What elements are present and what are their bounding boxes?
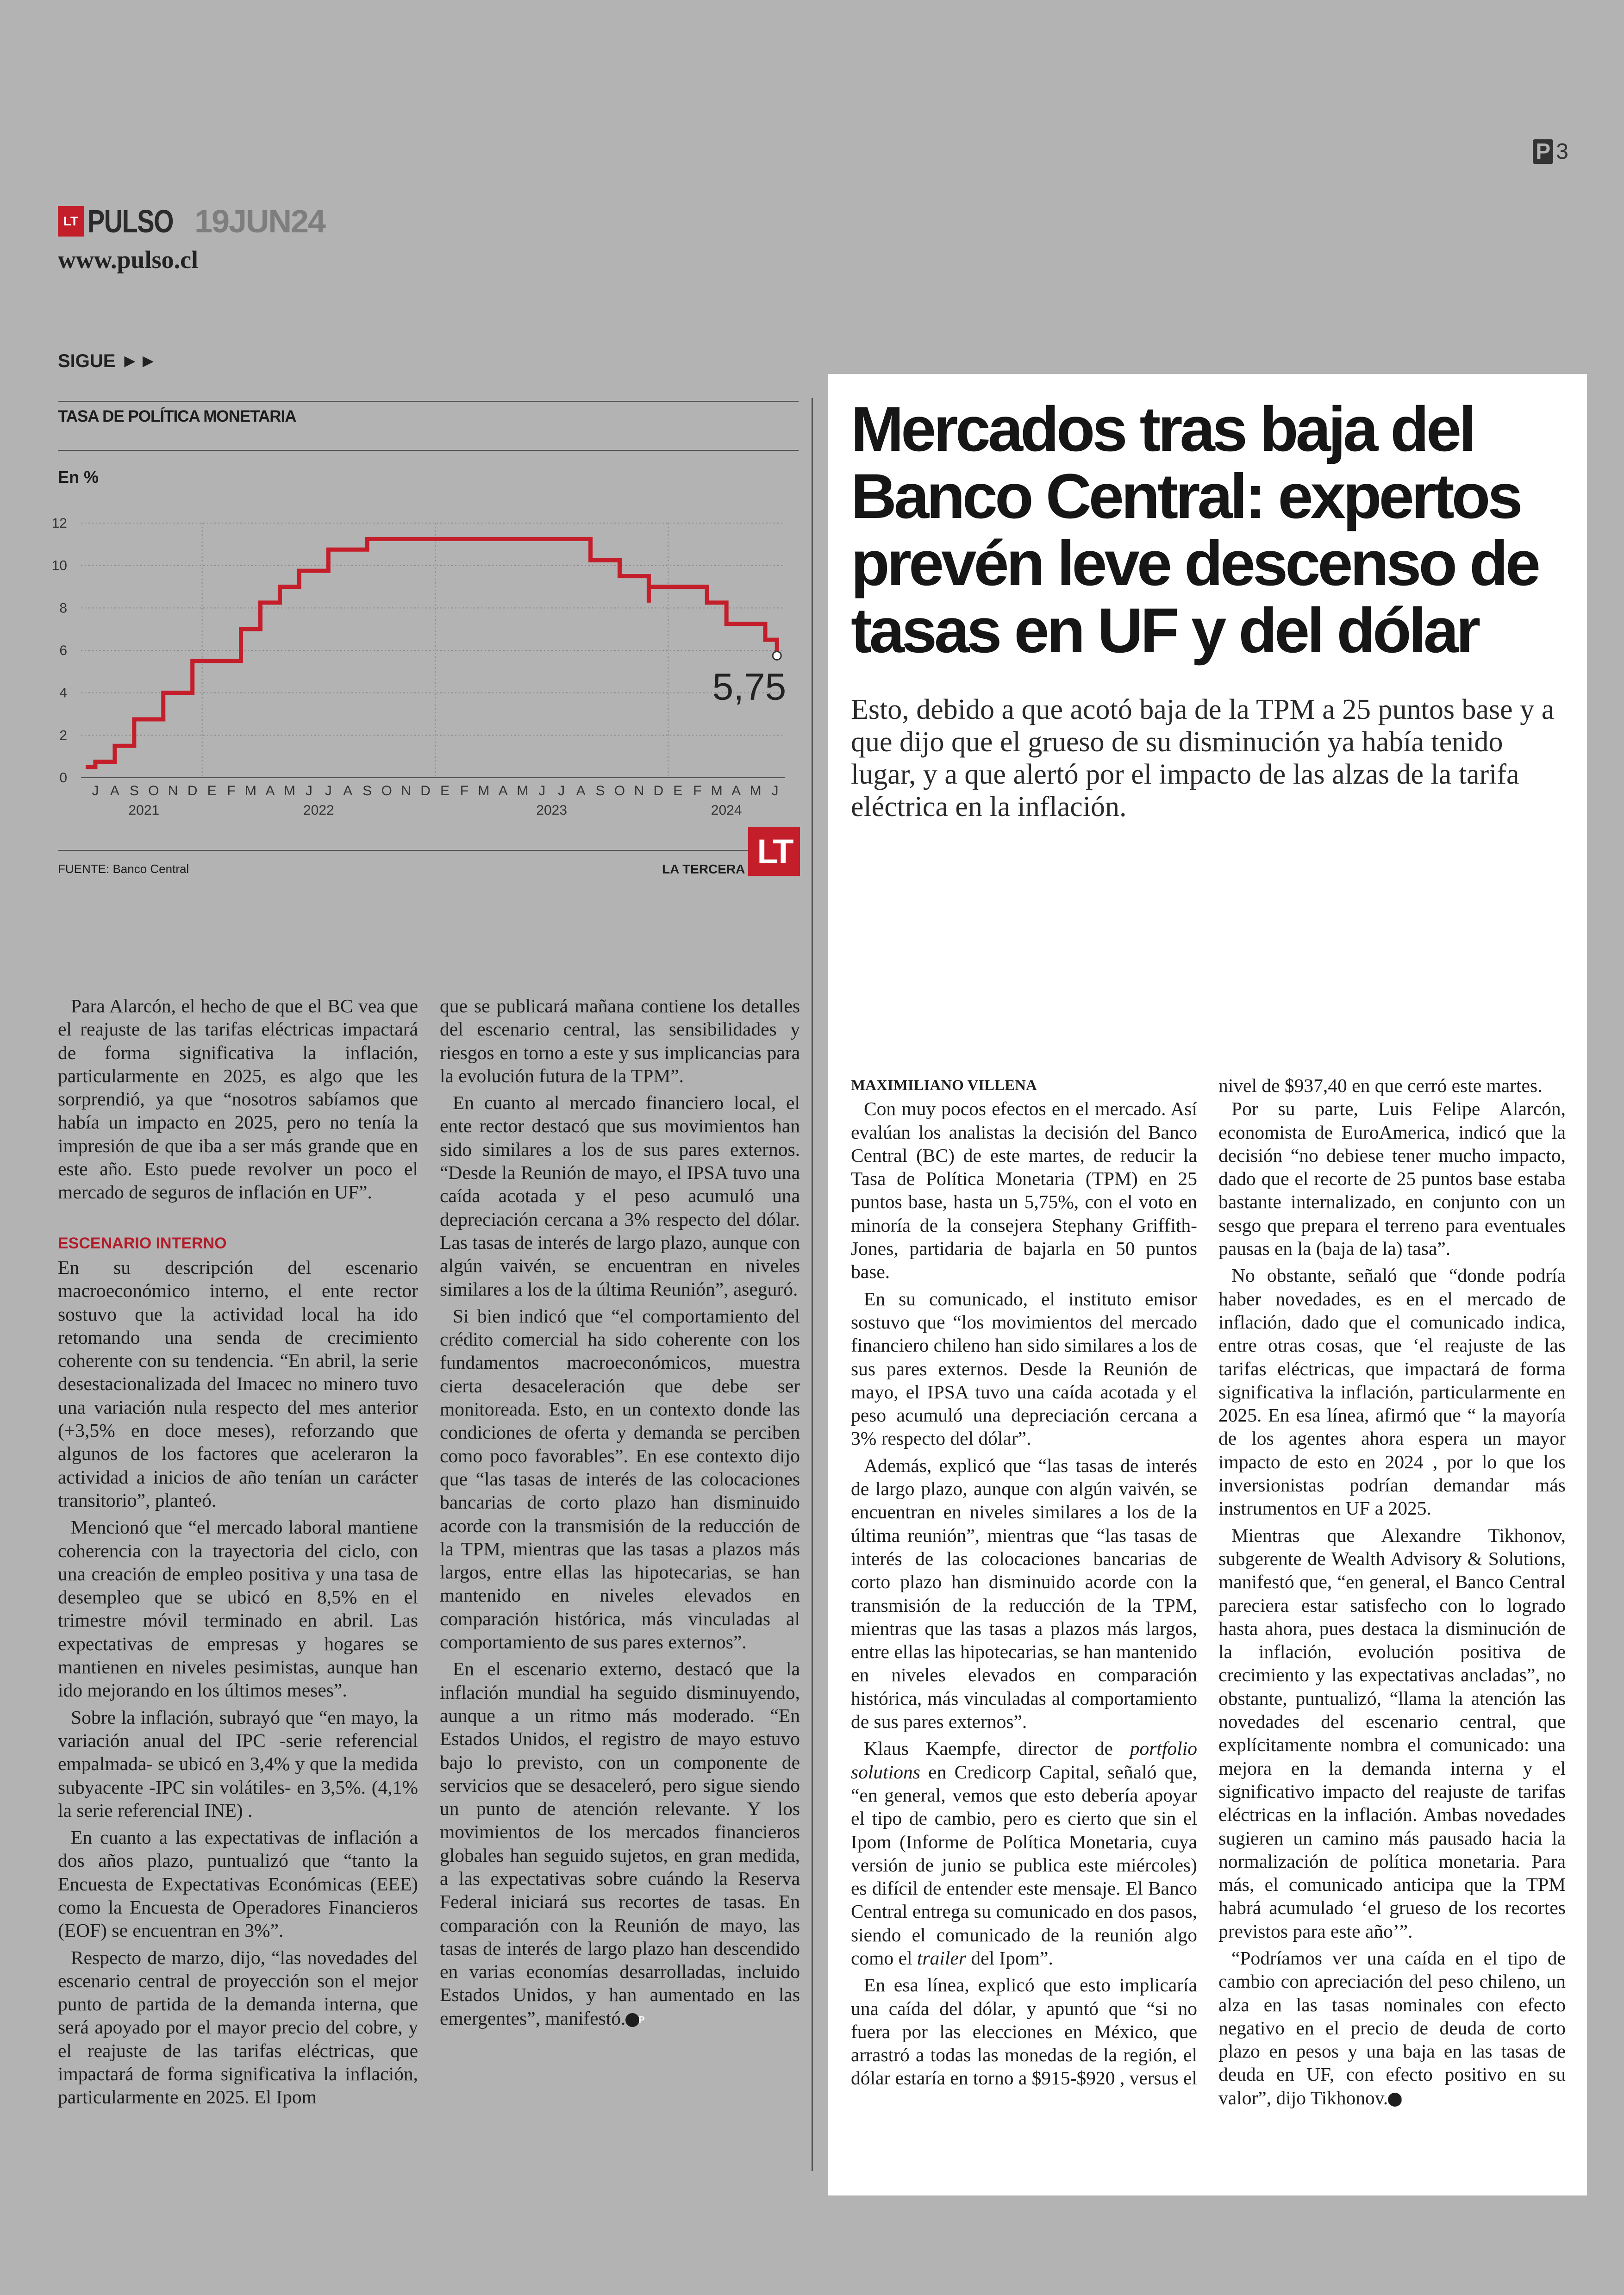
- paragraph: [1218, 1946, 1566, 2109]
- deck-summary: Esto, debido a que acotó baja de la TPM a 25 puntos base y a que dijo que el grueso de su disminución ya había tenido lugar, y a que alertó por el impacto de las alzas de la tarifa eléctrica en la inflación.: [851, 694, 1555, 823]
- tpm-line-chart: [46, 500, 806, 824]
- chart-y-label: En %: [58, 468, 99, 486]
- year-label: 2022: [303, 803, 334, 818]
- x-tick-label: M: [283, 783, 295, 798]
- x-tick-label: A: [343, 783, 353, 798]
- paragraph: Si bien indicó que “el comportamiento del crédito comercial ha sido coherente con los fundamentos macroeconómicos, muestra cierta desaceleración que debe ser monitoreada. Esto, en un contexto donde las condiciones de oferta y demanda se perciben como poco favorables”. En ese contexto dijo que “las tasas de interés de las colocaciones bancarias de corto plazo han disminuido acorde con la transmisión de la reducción de la TPM, mientras que las tasas a plazos más largos, entre ellas las hipotecarias, se han mantenido en niveles elevados en comparación histórica, más vinculadas al comportamiento de sus pares externos”.: [440, 1305, 800, 1653]
- x-tick-label: F: [693, 783, 702, 798]
- x-tick-label: A: [498, 783, 508, 798]
- chart-top-rule: [58, 401, 799, 402]
- x-tick-label: S: [129, 783, 139, 798]
- paragraph-text: Klaus Kaempfe, director de: [864, 1738, 1130, 1759]
- chart-source: FUENTE: Banco Central: [58, 862, 189, 876]
- x-tick-label: A: [265, 783, 275, 798]
- y-tick-label: 2: [59, 728, 67, 743]
- x-tick-label: N: [401, 783, 411, 798]
- page-marker: P: [1533, 139, 1553, 164]
- page-number-value: 3: [1556, 139, 1568, 164]
- paragraph: En cuanto al mercado financiero local, el ente rector destacó que sus movimientos han sido similares a los de sus pares externos. “Desde la Reunión de mayo, el IPSA tuvo una caída acotada y el peso acumuló una depreciación cercana a 3% respecto del dólar. Las tasas de interés de largo plazo, aunque con algún vaivén, se encuentran en niveles similares a los de la última Reunión”, aseguró.: [440, 1092, 800, 1300]
- y-tick-label: 0: [59, 770, 67, 786]
- x-tick-label: J: [92, 783, 99, 798]
- x-tick-label: E: [673, 783, 683, 798]
- x-tick-label: M: [478, 783, 490, 798]
- paragraph: [440, 1657, 800, 2030]
- subhead: ESCENARIO INTERNO: [58, 1234, 227, 1252]
- paragraph: Para Alarcón, el hecho de que el BC vea que el reajuste de las tarifas eléctricas impactará de forma significativa la inflación, particularmente en 2025, es algo que les sorprendió, ya que “nosotros sabíamos que había un impacto en 2025, pero no tenía la impresión de que iba a ser más grande que en este año. Esto puede revolver un poco el mercado de seguros de inflación en UF”.: [58, 995, 418, 1203]
- x-tick-label: S: [595, 783, 605, 798]
- last-value-label: 5,75: [712, 666, 787, 708]
- end-mark-icon: P: [1388, 2093, 1402, 2107]
- x-tick-label: J: [325, 783, 332, 798]
- y-tick-label: 12: [51, 516, 67, 531]
- masthead: [58, 203, 325, 240]
- page-number: [1533, 139, 1568, 164]
- article-column-1: [58, 994, 418, 2109]
- paragraph: [851, 1737, 1197, 1970]
- article-column-2: [440, 994, 800, 2030]
- website-url: www.pulso.cl: [58, 246, 199, 274]
- chart-title-rule: [58, 450, 799, 451]
- x-tick-label: E: [207, 783, 217, 798]
- masthead-logo: LT: [58, 206, 84, 237]
- series-line-tpm: [86, 539, 777, 767]
- x-tick-label: F: [227, 783, 236, 798]
- x-tick-label: M: [517, 783, 529, 798]
- last-point-marker: [773, 651, 781, 660]
- x-tick-label: N: [168, 783, 178, 798]
- y-tick-label: 6: [59, 643, 67, 658]
- masthead-date: 19JUN24: [194, 203, 325, 239]
- continues-label: SIGUE ►►: [58, 351, 157, 371]
- paragraph: Además, explicó que “las tasas de interés de largo plazo, aunque con algún vaivén, se encuentran en niveles similares a los de la última reunión”, mientras que “las tasas de interés de las colocaciones bancarias de corto plazo han disminuido acorde con la transmisión de la reducción de la TPM, mientras que las tasas a plazos más largos, entre ellas las hipotecarias, se han mantenido en niveles elevados en comparación histórica, más vinculadas al comportamiento de sus pares externos”.: [851, 1454, 1197, 1733]
- x-tick-label: N: [634, 783, 644, 798]
- paragraph: En cuanto a las expectativas de inflación a dos años plazo, puntualizó que “tanto la Encuesta de Expectativas Económicas (EEE) como la Encuesta de Operadores Financieros (EOF) se encuentran en 3%”.: [58, 1827, 418, 1941]
- x-tick-label: D: [187, 783, 198, 798]
- year-label: 2024: [711, 803, 742, 818]
- paragraph: En su descripción del escenario macroeconómico interno, el ente rector sostuvo que la actividad local ha ido retomando una senda de crecimiento coherente con su tendencia. “En abril, la serie desestacionalizada del Imacec no minero tuvo una variación nula respecto del mes anterior (+3,5% en doce meses), reforzando que algunos de los factores que aceleraron la actividad a inicios de año tenían un carácter transitorio”, planteó.: [58, 1256, 418, 1511]
- x-tick-label: J: [771, 783, 779, 798]
- paragraph-italic: portfolio solutions: [851, 1738, 1197, 1783]
- x-tick-label: A: [731, 783, 741, 798]
- headline: Mercados tras baja del Banco Central: expertos prevén leve descenso de tasas en UF y del dólar: [851, 394, 1538, 666]
- paragraph: En su comunicado, el instituto emisor sostuvo que “los movimientos del mercado financiero chileno han sido similares a los de sus pares externos. Desde la Reunión de mayo, el IPSA tuvo una caída acotada y el peso acumuló una depreciación cercana a 3% respecto del dólar”.: [851, 1288, 1197, 1449]
- x-tick-label: A: [576, 783, 586, 798]
- x-tick-label: O: [614, 783, 625, 798]
- paragraph-italic: trailer: [917, 1947, 966, 1969]
- x-tick-label: M: [711, 783, 723, 798]
- year-label: 2023: [536, 803, 568, 818]
- x-tick-label: O: [148, 783, 159, 798]
- x-tick-label: M: [750, 783, 762, 798]
- paragraph-text: en Credicorp Capital, señaló que, “en general, vemos que esto debería apoyar el tipo de cambio, pero es cierto que sin el Ipom (Informe de Política Monetaria, cuya versión de junio se publica este miércoles) es difícil de entender este mensaje. El Banco Central entrega su comunicado en dos pasos, siendo el comunicado de la reunión algo como el: [851, 1761, 1197, 1969]
- chart-credit: LA TERCERA: [662, 862, 745, 876]
- masthead-name: PULSO: [87, 203, 173, 239]
- paragraph: Mientras que Alexandre Tikhonov, subgerente de Wealth Advisory & Solutions, manifestó que, “en general, el Banco Central pareciera estar satisfecho con lo logrado hasta ahora, pues destaca la disminución de la inflación, evolución positiva de crecimiento y las expectativas ancladas”, no obstante, puntualizó, “llama la atención las novedades del escenario central, que explícitamente nombra el comunicado: una mejora en la demanda interna y el significativo impacto del reajuste de tarifas eléctricas en la inflación. Ambas novedades sugieren un camino más pausado hacia la normalización de política monetaria. Para más, el comunicado anticipa que la TPM habrá acumulado ‘el grueso de los recortes previstos para este año’”.: [1218, 1524, 1566, 1942]
- x-tick-label: S: [362, 783, 372, 798]
- paragraph-text: “Podríamos ver una caída en el tipo de cambio con apreciación del peso chileno, un alza en las tasas nominales con efecto negativo en el precio de deuda de corto plazo en pesos y una baja en las tasas de deuda en UF, con efecto positivo en su valor”, dijo Tikhonov.: [1218, 1947, 1566, 2108]
- x-tick-label: J: [538, 783, 546, 798]
- paragraph: Sobre la inflación, subrayó que “en mayo, la variación anual del IPC -serie referencial empalmada- se ubicó en 3,4% y que la medida subyacente -IPC sin volátiles- en 3,5%. (4,1% la serie referencial INE) .: [58, 1706, 418, 1821]
- x-tick-label: A: [110, 783, 119, 798]
- x-tick-label: O: [381, 783, 392, 798]
- x-tick-label: M: [245, 783, 257, 798]
- byline: MAXIMILIANO VILLENA: [851, 1077, 1037, 1094]
- chart-bottom-rule: [58, 850, 799, 851]
- x-tick-label: J: [305, 783, 312, 798]
- paragraph: Con muy pocos efectos en el mercado. Así evalúan los analistas la decisión del Banco Central (BC) de este martes, de reducir la Tasa de Política Monetaria (TPM) en 25 puntos base, hasta un 5,75%, con el voto en minoría de la consejera Stephany Griffith-Jones, partidaria de bajarla en 50 puntos base.: [851, 1098, 1197, 1283]
- article-column-3: [851, 1074, 1197, 2090]
- paragraph-text: del Ipom”.: [966, 1947, 1053, 1969]
- paragraph: Respecto de marzo, dijo, “las novedades del escenario central de proyección son el mejor punto de partida de la demanda interna, que será apoyado por el mayor precio del cobre, y el reajuste de las tarifas eléctricas, que impactará de forma significativa la inflación, particularmente en 2025. El Ipom: [58, 1946, 418, 2108]
- paragraph: Mencionó que “el mercado laboral mantiene coherencia con la trayectoria del ciclo, con una creación de empleo positiva y una tasa de desempleo que se ubicó en 8,5% en el trimestre móvil terminado en abril. Las expectativas de empresas y hogares se mantienen en niveles pesimistas, aunque han ido mejorando en los últimos meses”.: [58, 1516, 418, 1701]
- x-tick-label: F: [460, 783, 469, 798]
- chart-title: TASA DE POLÍTICA MONETARIA: [58, 407, 296, 425]
- paragraph: Por su parte, Luis Felipe Alarcón, economista de EuroAmerica, indicó que la decisión “no debiese tener mucho impacto, dado que el recorte de 25 puntos base estaba bastante internalizado, en conjunto con un sesgo que prepara el terreno para eventuales pausas en la (baja de la) tasa”.: [1218, 1098, 1566, 1260]
- year-label: 2021: [128, 803, 160, 818]
- article-column-4: [1218, 1074, 1566, 2109]
- column-divider: [812, 398, 813, 2171]
- paragraph-text: En el escenario externo, destacó que la inflación mundial ha seguido disminuyendo, aunque a un ritmo más moderado. “En Estados Unidos, el registro de mayo estuvo bajo lo previsto, con un componente de servicios que se desaceleró, pero sigue siendo un punto de atención relevante. Y los movimientos de los mercados financieros globales han seguido sujetos, en gran medida, a las expectativas sobre cuándo la Reserva Federal iniciará sus recortes de tasas. En comparación con la Reunión de mayo, las tasas de interés de largo plazo han descendido en varias economías desarrolladas, incluido Estados Unidos, y han aumentado en las emergentes”, manifestó.: [440, 1658, 800, 2029]
- end-mark-icon: P: [625, 2013, 639, 2027]
- y-tick-label: 4: [59, 685, 67, 701]
- y-tick-label: 10: [51, 558, 67, 574]
- paragraph: En esa línea, explicó que esto implicaría una caída del dólar, y apuntó que “si no fuera por las elecciones en México, que arrastró a todas las monedas de la región, el dólar estaría en torno a $915-$920 , versus el: [851, 1974, 1197, 2089]
- la-tercera-logo: LT: [748, 827, 800, 876]
- x-tick-label: E: [440, 783, 450, 798]
- x-tick-label: D: [653, 783, 664, 798]
- paragraph: No obstante, señaló que “donde podría haber novedades, es en el mercado de inflación, dado que el comunicado indica, entre otras cosas, que ‘el reajuste de las tarifas eléctricas, que impactará de forma significativa la inflación, particularmente en 2025. En esa línea, afirmó que “ la mayoría de los agentes ahora espera un mayor impacto de esto en 2024 , por lo que los inversionistas podrían demandar más instrumentos en UF a 2025.: [1218, 1265, 1566, 1519]
- x-tick-label: J: [558, 783, 565, 798]
- paragraph: que se publicará mañana contiene los detalles del escenario central, las sensibilidades y riesgos en torno a este y sus implicancias para la evolución futura de la TPM”.: [440, 995, 800, 1086]
- y-tick-label: 8: [59, 600, 67, 616]
- x-tick-label: D: [420, 783, 431, 798]
- paragraph: nivel de $937,40 en que cerró este martes.: [1218, 1075, 1543, 1096]
